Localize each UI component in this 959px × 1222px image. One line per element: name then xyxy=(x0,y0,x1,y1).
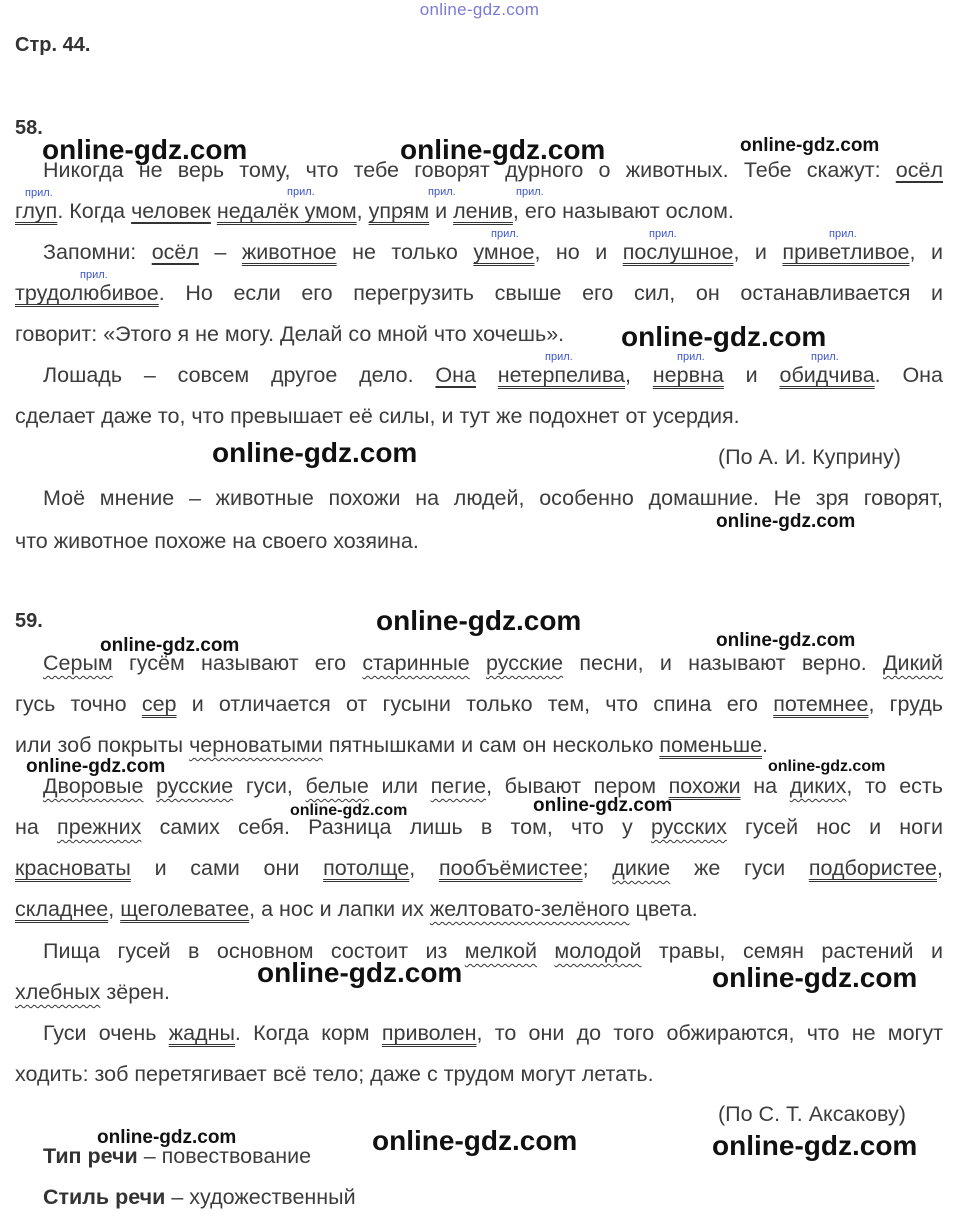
exercise-58-number: 58. xyxy=(15,117,43,139)
watermark: online-gdz.com xyxy=(716,630,856,651)
adjective-tag: прил. xyxy=(25,187,53,199)
text-line: ходить: зоб перетягивает всё тело; даже с трудом могут летать. xyxy=(15,1062,654,1086)
adjective-tag: прил. xyxy=(428,186,456,198)
source-attribution: (По А. И. Куприну) xyxy=(718,445,901,469)
watermark: online-gdz.com xyxy=(376,605,582,636)
text-line: Лошадь – совсем другое дело. Она нетерпелива, нервна и обидчива. Она xyxy=(43,363,943,387)
adjective-tag: прил. xyxy=(829,228,857,240)
adjective-tag: прил. xyxy=(516,186,544,198)
text-line: Дворовые русские гуси, белые или пегие, бывают пером похожи на диких, то есть xyxy=(43,774,943,798)
page-label: Стр. 44. xyxy=(15,34,91,56)
adjective-tag: прил. xyxy=(649,228,677,240)
adjective-tag: прил. xyxy=(677,351,705,363)
watermark: online-gdz.com xyxy=(97,1127,237,1148)
watermark: online-gdz.com xyxy=(712,1130,918,1161)
watermark: online-gdz.com xyxy=(768,758,886,775)
watermark: online-gdz.com xyxy=(257,957,463,988)
watermark: online-gdz.com xyxy=(621,321,827,352)
text-line: или зоб покрыты черноватыми пятнышками и сам он несколько поменьше. xyxy=(15,733,769,757)
watermark: online-gdz.com xyxy=(533,795,673,816)
top-watermark: online-gdz.com xyxy=(419,0,540,19)
adjective-tag: прил. xyxy=(287,186,315,198)
watermark: online-gdz.com xyxy=(290,802,408,819)
text-line: трудолюбивое. Но если его перегрузить свыше его сил, он останавливается и xyxy=(15,281,943,305)
watermark: online-gdz.com xyxy=(42,134,248,165)
watermark: online-gdz.com xyxy=(372,1125,578,1156)
source-attribution: (По С. Т. Аксакову) xyxy=(718,1102,906,1126)
text-line: Моё мнение – животные похожи на людей, особенно домашние. Не зря говорят, xyxy=(43,486,943,510)
adjective-tag: прил. xyxy=(811,351,839,363)
adjective-tag: прил. xyxy=(491,228,519,240)
adjective-tag: прил. xyxy=(545,351,573,363)
watermark: online-gdz.com xyxy=(712,962,918,993)
speech-type: Тип речи – повествование xyxy=(43,1144,312,1168)
watermark: online-gdz.com xyxy=(740,135,880,156)
text-line: Никогда не верь тому, что тебе говорят дурного о животных. Тебе скажут: осёл xyxy=(43,158,943,182)
text-line: красноваты и сами они потолще, пообъёмистее; дикие же гуси подбористее, xyxy=(15,856,943,880)
watermark: online-gdz.com xyxy=(716,511,856,532)
text-line: глуп. Когда человек недалёк умом, упрям и ленив, его называют ослом. xyxy=(15,199,734,223)
text-line: сделает даже то, что превышает её силы, и тут же подохнет от усердия. xyxy=(15,404,740,428)
text-line: Пища гусей в основном состоит из мелкой молодой травы, семян растений и xyxy=(43,939,943,963)
watermark: online-gdz.com xyxy=(26,756,166,777)
text-line: на прежних самих себя. Разница лишь в том, что у русских гусей нос и ноги xyxy=(15,815,943,839)
text-line: хлебных зёрен. xyxy=(15,980,170,1004)
watermark: online-gdz.com xyxy=(400,134,606,165)
exercise-59-number: 59. xyxy=(15,610,43,632)
text-line: Гуси очень жадны. Когда корм приволен, то они до того обжираются, что не могут xyxy=(43,1021,943,1045)
text-line: что животное похоже на своего хозяина. xyxy=(15,529,419,553)
watermark: online-gdz.com xyxy=(212,437,418,468)
adjective-tag: прил. xyxy=(80,269,108,281)
text-line: гусь точно сер и отличается от гусыни только тем, что спина его потемнее, грудь xyxy=(15,692,943,716)
text-line: Серым гусём называют его старинные русские песни, и называют верно. Дикий xyxy=(43,651,943,675)
speech-style: Стиль речи – художественный xyxy=(43,1185,356,1209)
text-line: Запомни: осёл – животное не только умное, но и послушное, и приветливое, и xyxy=(43,240,943,264)
text-line: складнее, щеголеватее, а нос и лапки их желтовато-зелёного цвета. xyxy=(15,897,698,921)
text-line: говорит: «Этого я не могу. Делай со мной что хочешь». xyxy=(15,322,565,346)
watermark: online-gdz.com xyxy=(100,635,240,656)
